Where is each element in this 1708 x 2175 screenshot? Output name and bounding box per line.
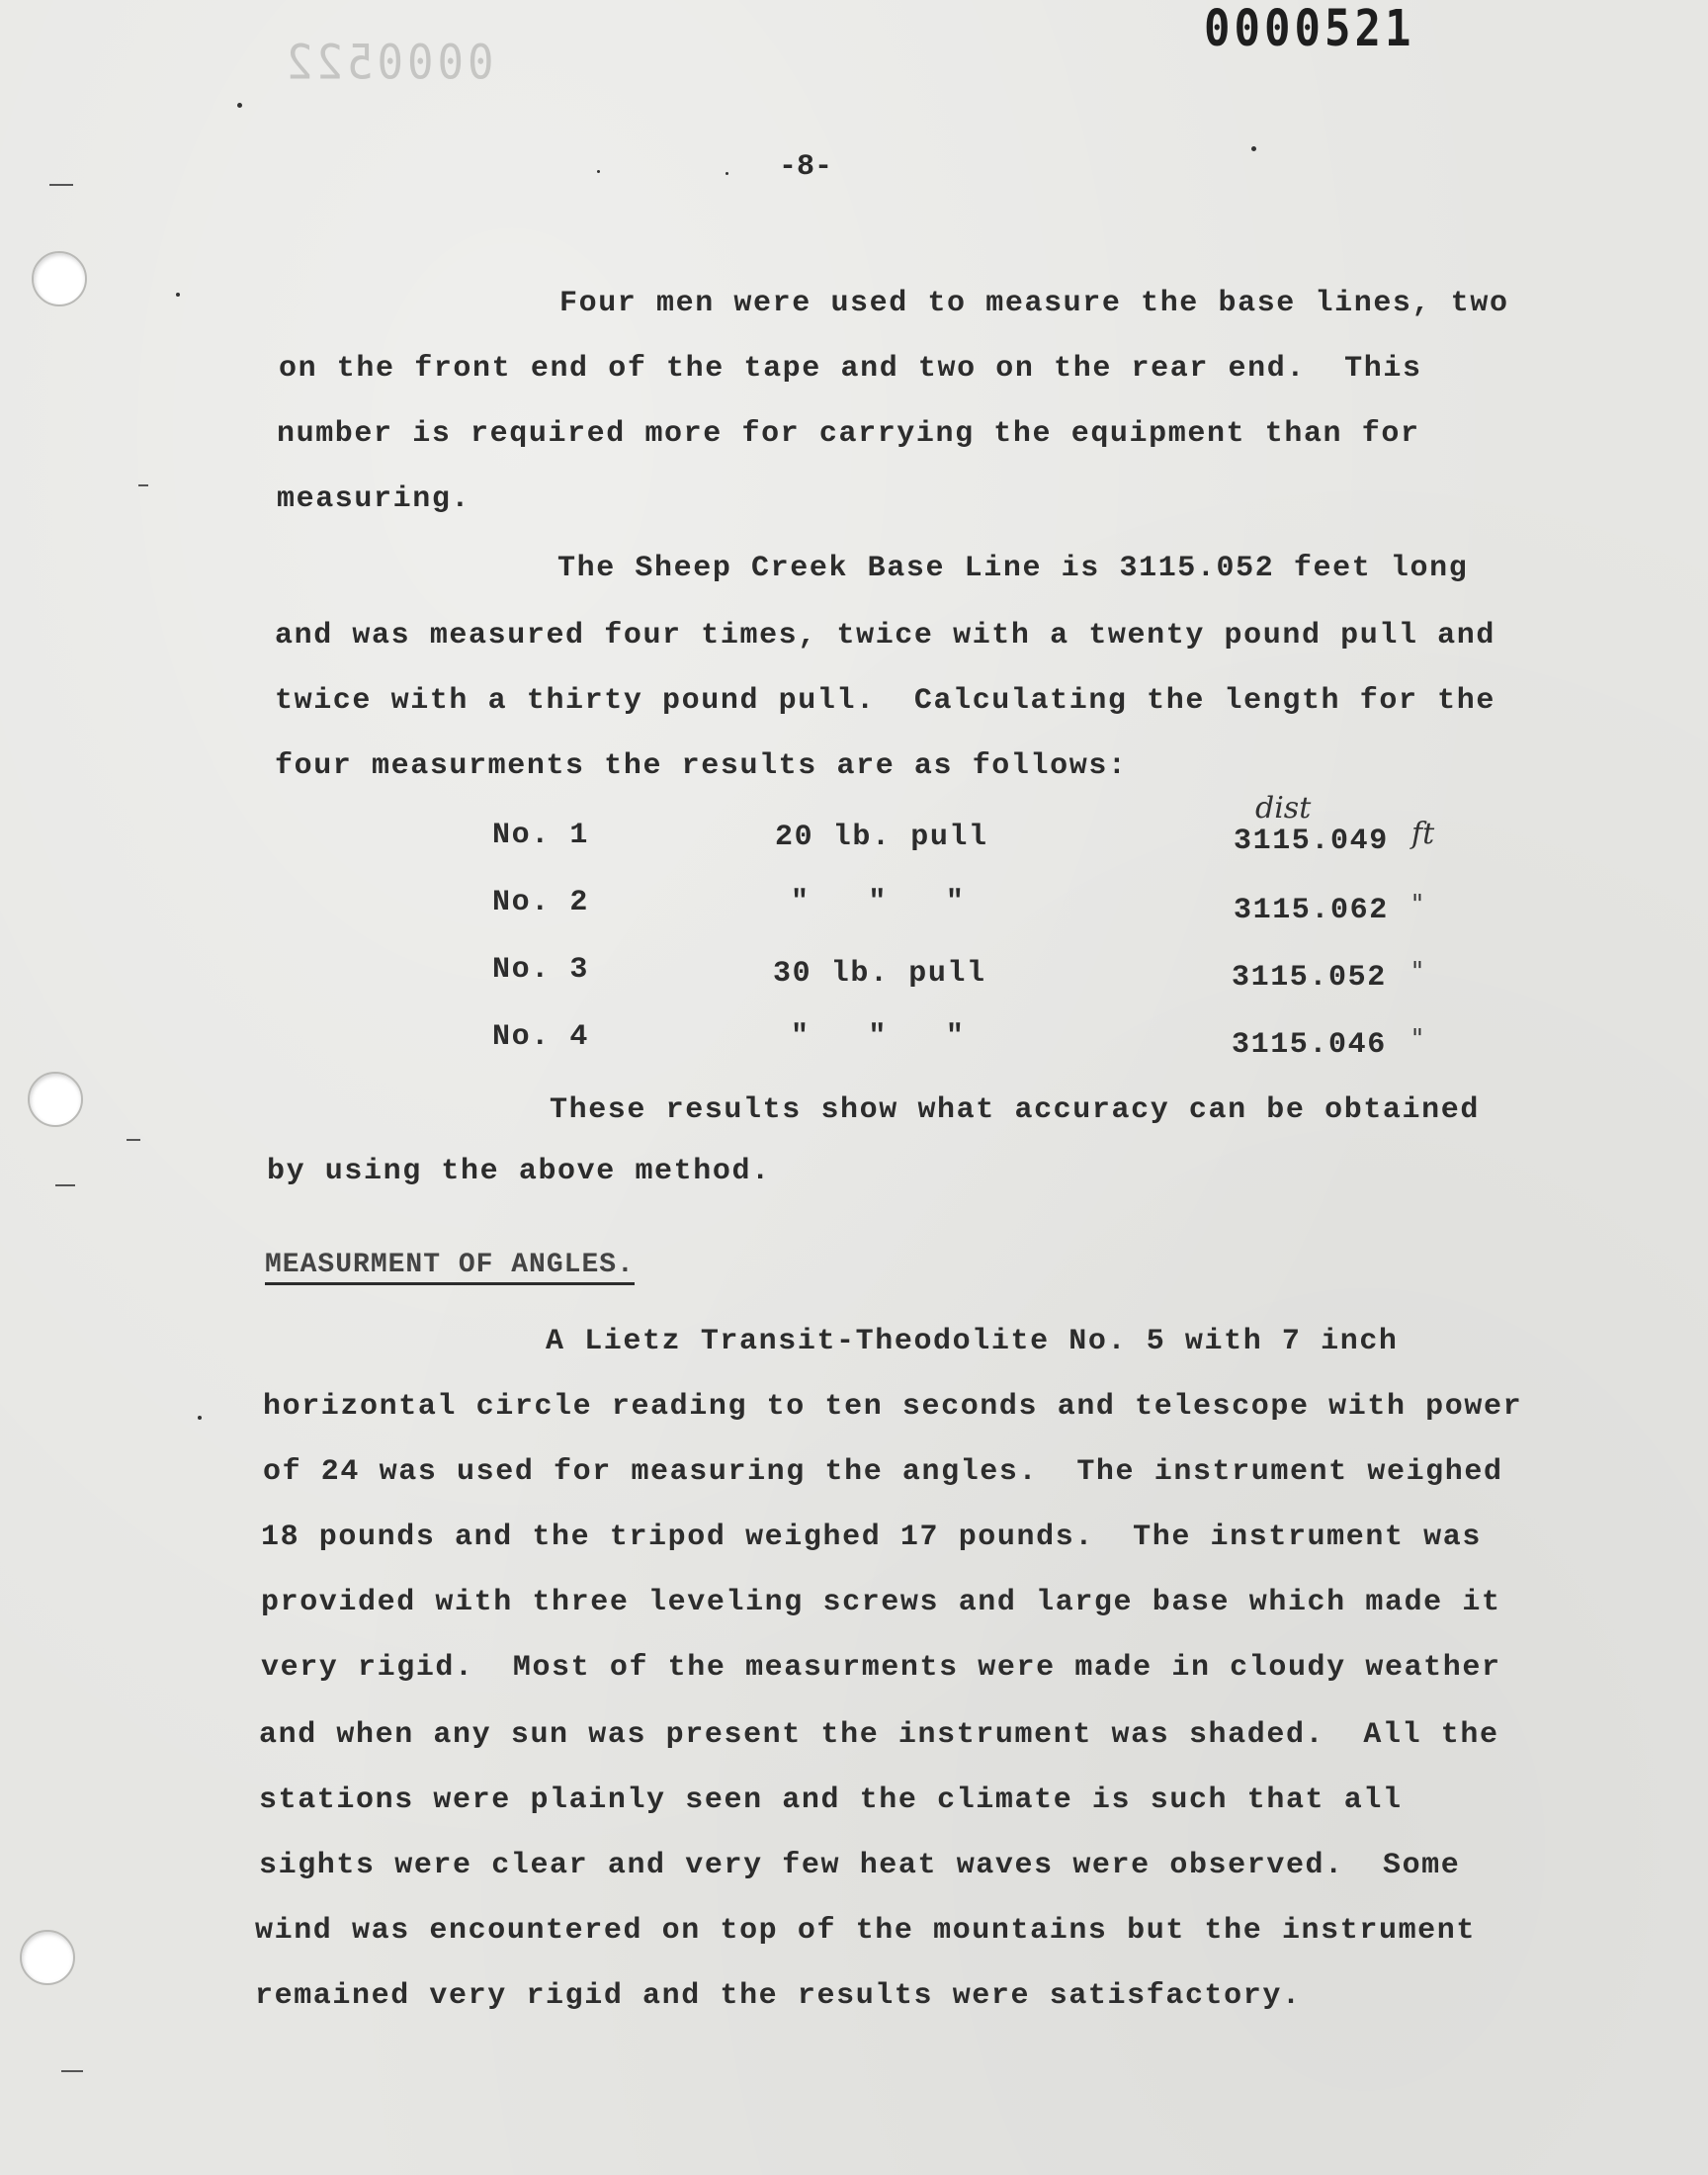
margin-mark (61, 2070, 83, 2072)
measurement-pull: " " " (791, 1020, 966, 1054)
paragraph-3-line: These results show what accuracy can be obtained (550, 1093, 1480, 1127)
measurement-value: 3115.046 (1232, 1028, 1387, 1062)
handwritten-annotation-dist: dist (1255, 791, 1312, 826)
scan-speck (1251, 146, 1256, 151)
measurement-value: 3115.062 (1234, 894, 1389, 927)
margin-mark (55, 1184, 75, 1186)
measurement-value: 3115.049 (1234, 825, 1389, 858)
measurement-label: No. 3 (492, 953, 590, 987)
measurement-value: 3115.052 (1232, 961, 1387, 995)
margin-mark (138, 484, 148, 486)
paragraph-2-line: four measurments the results are as follows: (275, 749, 1128, 783)
measurement-label: No. 1 (492, 819, 590, 852)
scan-speck (198, 1416, 202, 1420)
handwritten-ditto-note: " (1411, 890, 1423, 919)
paragraph-4-line: remained very rigid and the results were satisfactory. (255, 1979, 1302, 2013)
paragraph-4-line: wind was encountered on top of the mountains but the instrument (255, 1914, 1476, 1948)
binder-hole-bottom (20, 1930, 75, 1985)
section-heading: MEASURMENT OF ANGLES. (265, 1250, 635, 1285)
paragraph-2-line: and was measured four times, twice with a twenty pound pull and (275, 619, 1495, 652)
scan-speck (237, 103, 242, 108)
margin-mark (49, 184, 73, 186)
binder-hole-middle (28, 1072, 83, 1127)
paragraph-4-line: 18 pounds and the tripod weighed 17 pounds. The instrument was (261, 1521, 1482, 1554)
scan-speck (597, 170, 600, 173)
handwritten-ditto-note: " (1411, 1024, 1423, 1054)
measurement-pull: 20 lb. pull (775, 821, 988, 854)
paragraph-4-line: provided with three leveling screws and large base which made it (261, 1586, 1501, 1619)
paragraph-4-line: sights were clear and very few heat waves were observed. Some (259, 1849, 1461, 1882)
paragraph-1-line: Four men were used to measure the base lines, two (559, 287, 1509, 320)
measurement-label: No. 2 (492, 886, 590, 919)
paragraph-1-line: measuring. (277, 482, 471, 516)
scan-speck (726, 172, 728, 175)
paragraph-4-line: very rigid. Most of the measurments were made in cloudy weather (261, 1651, 1501, 1685)
measurement-pull: " " " (791, 886, 966, 919)
paragraph-4-line: and when any sun was present the instrument was shaded. All the (259, 1718, 1499, 1752)
binder-hole-top (32, 251, 87, 306)
scan-speck (176, 293, 180, 297)
bleed-through-stamp: 0000522 (283, 35, 494, 91)
handwritten-ditto-note: " (1411, 957, 1423, 987)
paragraph-2-line: twice with a thirty pound pull. Calculating the length for the (275, 684, 1495, 718)
paragraph-3-line: by using the above method. (267, 1155, 771, 1188)
paragraph-4-line: of 24 was used for measuring the angles. The instrument weighed (263, 1455, 1503, 1489)
paragraph-2-line: The Sheep Creek Base Line is 3115.052 feet long (557, 552, 1469, 585)
paragraph-4-line: stations were plainly seen and the climate is such that all (259, 1784, 1403, 1817)
measurement-pull: 30 lb. pull (773, 957, 986, 991)
paragraph-4-line: A Lietz Transit-Theodolite No. 5 with 7 inch (546, 1325, 1399, 1358)
measurement-label: No. 4 (492, 1020, 590, 1054)
paragraph-1-line: number is required more for carrying the equipment than for (277, 417, 1420, 451)
margin-mark (127, 1139, 140, 1141)
page-number: -8- (779, 150, 833, 184)
paragraph-4-line: horizontal circle reading to ten seconds and telescope with power (263, 1390, 1523, 1424)
handwritten-unit-note: ft (1411, 817, 1435, 851)
paragraph-1-line: on the front end of the tape and two on the rear end. This (279, 352, 1422, 386)
document-number-stamp: 0000521 (1204, 0, 1415, 58)
